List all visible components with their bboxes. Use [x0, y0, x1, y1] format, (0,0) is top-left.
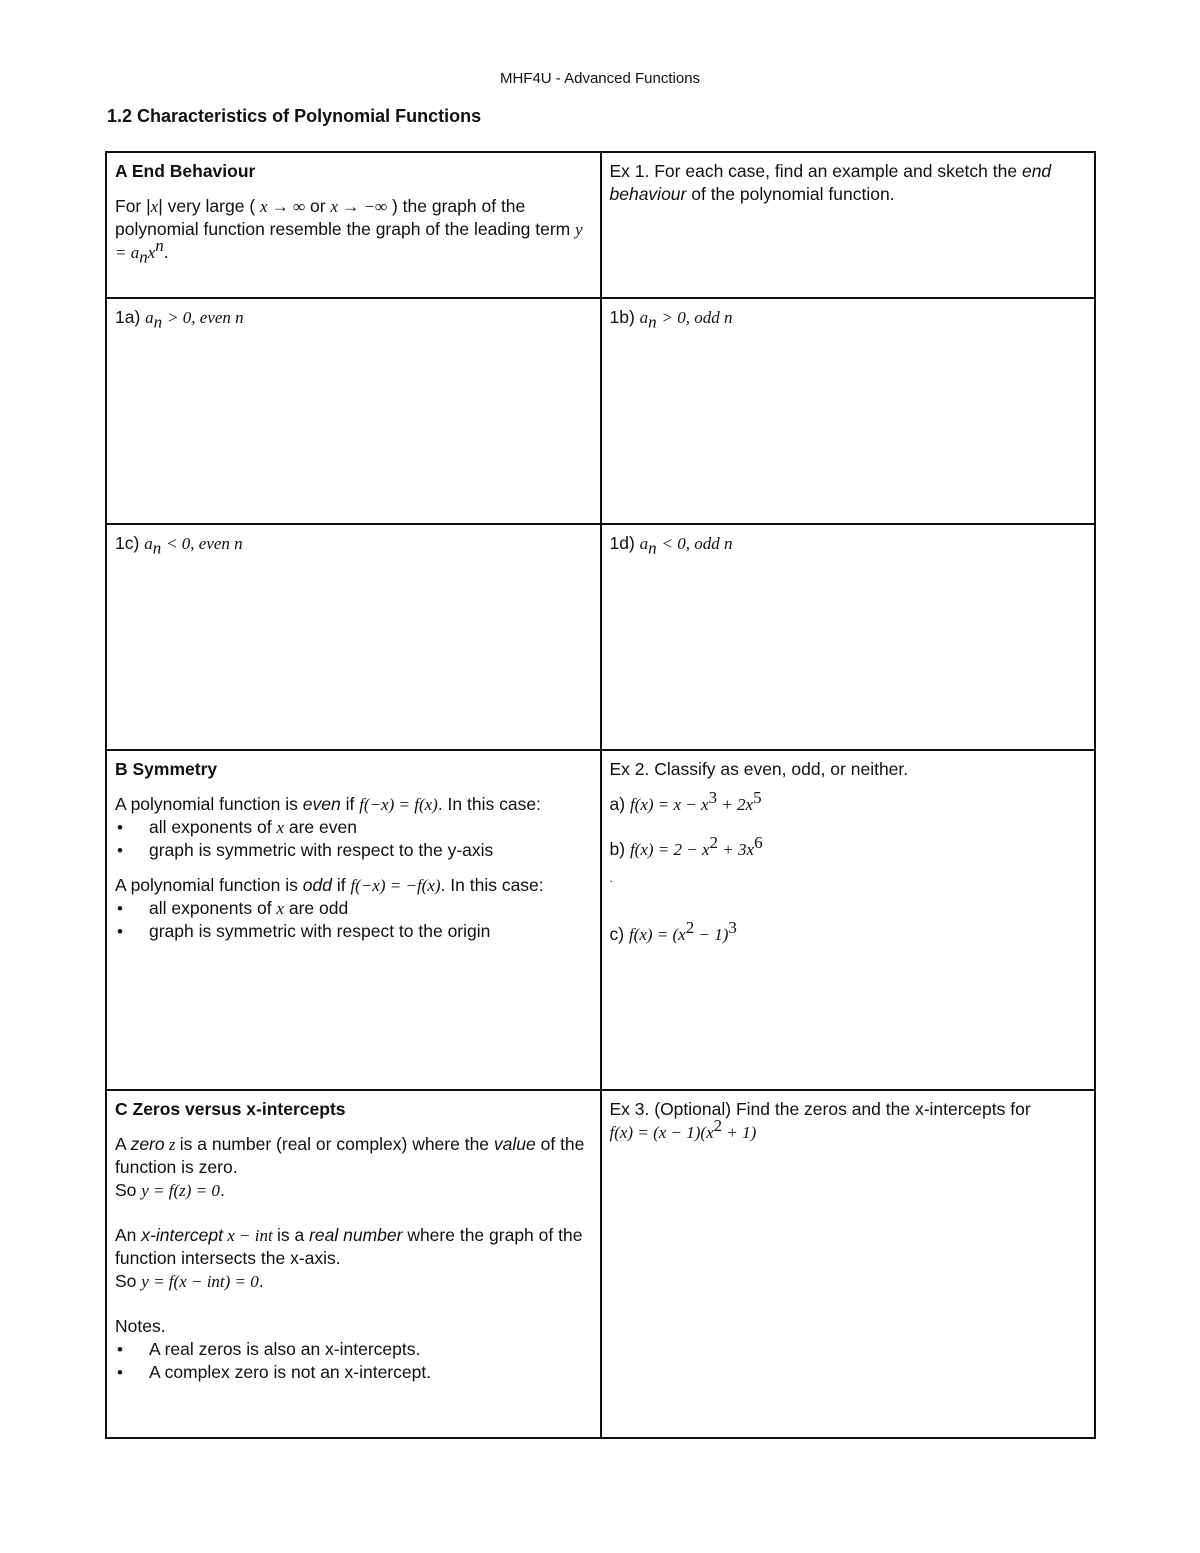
ex1-text: Ex 1. For each case, find an example and sketch the end behaviour of the polynomial function.: [609, 161, 1052, 204]
even-definition: A polynomial function is even if f(−x) = f(x). In this case:: [115, 794, 541, 814]
table-row: [106, 152, 1095, 298]
ex2-cell: [601, 750, 1096, 1090]
case-1b-label: 1b): [609, 307, 635, 327]
table-row: [106, 524, 1095, 750]
section-c-heading: C Zeros versus x-intercepts: [115, 1099, 346, 1119]
case-1d-math: < 0, odd n: [661, 534, 733, 553]
page-title: 1.2 Characteristics of Polynomial Functions: [107, 106, 482, 126]
case-1c-label: 1c): [115, 533, 140, 553]
ex3-cell: [601, 1090, 1096, 1438]
zero-definition: A zero z is a number (real or complex) where the value of the function is zero.: [115, 1134, 585, 1177]
page-header: MHF4U - Advanced Functions: [499, 70, 701, 87]
ex1-cell: [601, 152, 1096, 298]
case-1d-cell: 1d) $a_n < 0$, odd n: [601, 524, 1096, 750]
list-item: • graph is symmetric with respect to the y-axis: [149, 839, 593, 862]
case-1a-math: > 0, even n: [167, 308, 244, 327]
notes-bullets: [115, 1338, 593, 1384]
zero-so: So y = f(z) = 0.: [115, 1180, 225, 1200]
case-1a-label: 1a): [115, 307, 141, 327]
section-a-heading: A End Behaviour: [115, 161, 256, 181]
list-item: • graph is symmetric with respect to the origin: [149, 920, 593, 943]
section-a-cell: [106, 152, 601, 298]
case-1a-cell: 1a) $a_n > 0$, even n: [106, 298, 601, 524]
case-1b-math: > 0, odd n: [661, 308, 733, 327]
list-item: • A real zeros is also an x-intercepts.: [149, 1338, 593, 1361]
content-table: [105, 151, 1096, 1439]
case-1c-math: < 0, even n: [166, 534, 243, 553]
ex2-dot: .: [609, 871, 613, 885]
case-1c-cell: 1c) $a_n < 0$, even n: [106, 524, 601, 750]
ex2-c: c) $f(x) = (x^2 - 1)^3$: [609, 918, 737, 944]
notes-label: Notes.: [115, 1316, 166, 1336]
ex2-text: Ex 2. Classify as even, odd, or neither.: [609, 759, 909, 779]
odd-bullets: [115, 897, 593, 943]
case-1b-cell: 1b) $a_n > 0$, odd n: [601, 298, 1096, 524]
ex3-text: Ex 3. (Optional) Find the zeros and the x-intercepts for: [609, 1099, 1031, 1119]
case-1d-label: 1d): [609, 533, 635, 553]
intercept-definition: An x-intercept x − int is a real number where the graph of the function intersects the x-axis.: [115, 1225, 583, 1268]
ex2-a: a) $f(x) = x - x^3 + 2x^5$: [609, 788, 762, 814]
table-row: [106, 750, 1095, 1090]
ex2-b: b) $f(x) = 2 - x^2 + 3x^6$: [609, 833, 763, 859]
section-c-cell: [106, 1090, 601, 1438]
odd-definition: A polynomial function is odd if f(−x) = −f(x). In this case:: [115, 875, 544, 895]
list-item: • all exponents of x are odd: [149, 897, 593, 920]
table-row: [106, 1090, 1095, 1438]
intercept-so: So y = f(x − int) = 0.: [115, 1271, 264, 1291]
table-row: [106, 298, 1095, 524]
even-bullets: [115, 816, 593, 862]
list-item: • all exponents of x are even: [149, 816, 593, 839]
section-b-cell: [106, 750, 601, 1090]
ex3-math: $f(x) = (x - 1)(x^2 + 1)$: [609, 1116, 757, 1142]
list-item: • A complex zero is not an x-intercept.: [149, 1361, 593, 1384]
section-b-heading: B Symmetry: [115, 759, 218, 779]
section-a-text: For |x| very large ( x → ∞ or x → −∞ ) the graph of the polynomial function resemble the graph of the leading term $y = a_nx^n$.: [115, 196, 583, 267]
